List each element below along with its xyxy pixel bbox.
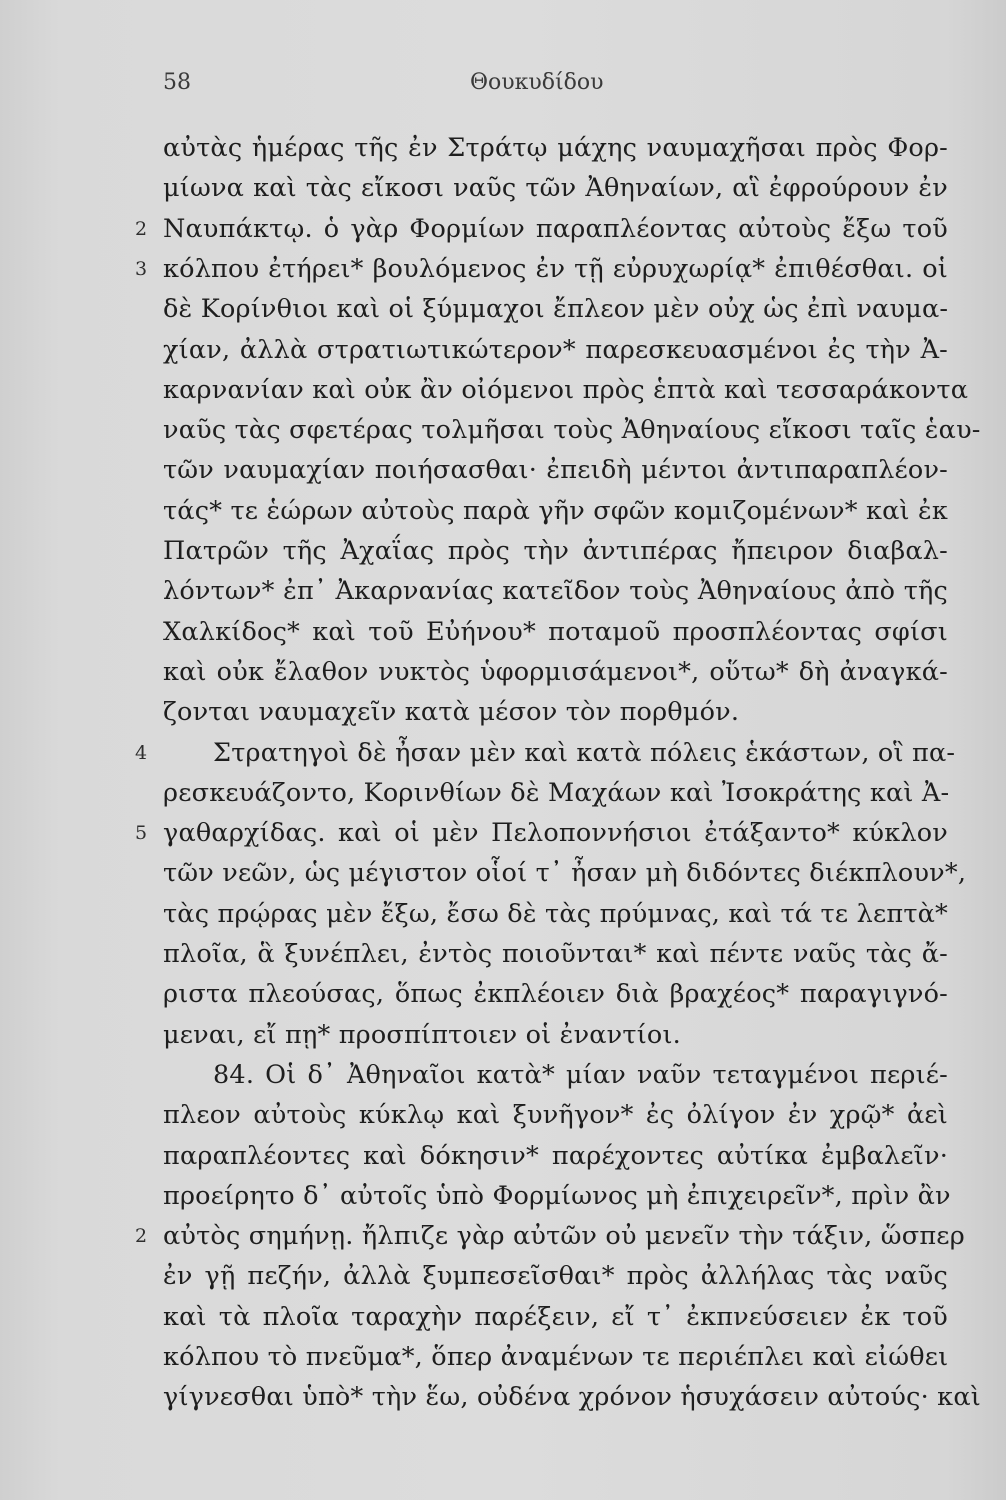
running-title: Θουκυδίδου <box>470 70 604 95</box>
page-header <box>0 70 1006 110</box>
section-margin-number: 2 <box>135 218 148 240</box>
section-margin-number: 5 <box>135 822 148 844</box>
text-line: καὶ οὐκ ἔλαθον νυκτὸς ὑφορμισάμενοι*, οὕτω* δὴ ἀναγκά- <box>163 657 948 687</box>
text-line: καὶ τὰ πλοῖα ταραχὴν παρέξειν, εἴ τ᾽ ἐκπνεύσειεν ἐκ τοῦ <box>163 1302 948 1332</box>
text-line: καρνανίαν καὶ οὐκ ἂν οἰόμενοι πρὸς ἑπτὰ καὶ τεσσαράκοντα <box>163 375 969 405</box>
section-margin-number: 4 <box>135 742 148 764</box>
text-line: κόλπου τὸ πνεῦμα*, ὅπερ ἀναμένων τε περιέπλει καὶ εἰώθει <box>163 1342 949 1372</box>
section-margin-number: 3 <box>135 258 148 280</box>
text-line: γαθαρχίδας. καὶ οἱ μὲν Πελοποννήσιοι ἐτάξαντο* κύκλον <box>163 818 948 848</box>
text-line: ἐν γῇ πεζήν, ἀλλὰ ξυμπεσεῖσθαι* πρὸς ἀλλήλας τὰς ναῦς <box>163 1261 948 1291</box>
text-line: δὲ Κορίνθιοι καὶ οἱ ξύμμαχοι ἔπλεον μὲν οὐχ ὡς ἐπὶ ναυμα- <box>163 294 949 324</box>
text-line: αὐτὸς σημήνῃ. ἤλπιζε γὰρ αὐτῶν οὐ μενεῖν τὴν τάξιν, ὥσπερ <box>163 1221 965 1251</box>
text-line: Χαλκίδος* καὶ τοῦ Εὐήνου* ποταμοῦ προσπλέοντας σφίσι <box>163 617 948 647</box>
page-number: 58 <box>163 70 191 95</box>
text-line: ριστα πλεούσας, ὅπως ἐκπλέοιεν διὰ βραχέος* παραγιγνό- <box>163 979 948 1009</box>
text-line: ζονται ναυμαχεῖν κατὰ μέσον τὸν πορθμόν. <box>163 697 740 727</box>
text-line: τὰς πρῴρας μὲν ἔξω, ἔσω δὲ τὰς πρύμνας, καὶ τά τε λεπτὰ* <box>163 899 948 929</box>
text-line: ναῦς τὰς σφετέρας τολμῆσαι τοὺς Ἀθηναίους εἴκοσι ταῖς ἑαυ- <box>163 415 981 445</box>
text-line: τῶν ναυμαχίαν ποιήσασθαι· ἐπειδὴ μέντοι ἀντιπαραπλέον- <box>163 455 948 485</box>
text-line: κόλπου ἐτήρει* βουλόμενος ἐν τῇ εὐρυχωρίᾳ* ἐπιθέσθαι. οἱ <box>163 254 948 284</box>
text-line: χίαν, ἀλλὰ στρατιωτικώτερον* παρεσκευασμένοι ἐς τὴν Ἀ- <box>163 335 948 365</box>
text-line: Ναυπάκτῳ. ὁ γὰρ Φορμίων παραπλέοντας αὐτοὺς ἔξω τοῦ <box>163 214 948 244</box>
text-line: Πατρῶν τῆς Ἀχαΐας πρὸς τὴν ἀντιπέρας ἤπειρον διαβαλ- <box>163 536 948 566</box>
section-margin-number: 2 <box>135 1225 148 1247</box>
text-line: αὐτὰς ἡμέρας τῆς ἐν Στράτῳ μάχης ναυμαχῆσαι πρὸς Φορ- <box>163 133 948 163</box>
text-line: μεναι, εἴ πῃ* προσπίπτοιεν οἱ ἐναντίοι. <box>163 1020 681 1050</box>
text-line: 84. Οἱ δ᾽ Ἀθηναῖοι κατὰ* μίαν ναῦν τεταγμένοι περιέ- <box>213 1060 948 1090</box>
text-line: λόντων* ἐπ᾽ Ἀκαρνανίας κατεῖδον τοὺς Ἀθηναίους ἀπὸ τῆς <box>163 576 948 606</box>
text-line: ρεσκευάζοντο, Κορινθίων δὲ Μαχάων καὶ Ἰσοκράτης καὶ Ἀ- <box>163 778 950 808</box>
text-line: τάς* τε ἑώρων αὐτοὺς παρὰ γῆν σφῶν κομιζομένων* καὶ ἐκ <box>163 496 949 526</box>
text-line: παραπλέοντες καὶ δόκησιν* παρέχοντες αὐτίκα ἐμβαλεῖν· <box>163 1141 948 1171</box>
text-line: γίγνεσθαι ὑπὸ* τὴν ἕω, οὐδένα χρόνον ἡσυχάσειν αὐτούς· καὶ <box>163 1382 981 1412</box>
text-line: πλοῖα, ἃ ξυνέπλει, ἐντὸς ποιοῦνται* καὶ πέντε ναῦς τὰς ἄ- <box>163 939 948 969</box>
text-line: Στρατηγοὶ δὲ ἦσαν μὲν καὶ κατὰ πόλεις ἑκάστων, οἳ πα- <box>213 738 956 768</box>
text-line: τῶν νεῶν, ὡς μέγιστον οἷοί τ᾽ ἦσαν μὴ διδόντες διέκπλουν*, <box>163 858 967 888</box>
text-line: προείρητο δ᾽ αὐτοῖς ὑπὸ Φορμίωνος μὴ ἐπιχειρεῖν*, πρὶν ἂν <box>163 1181 951 1211</box>
text-line: πλεον αὐτοὺς κύκλῳ καὶ ξυνῆγον* ἐς ὀλίγον ἐν χρῷ* ἀεὶ <box>163 1100 948 1130</box>
text-line: μίωνα καὶ τὰς εἴκοσι ναῦς τῶν Ἀθηναίων, αἳ ἐφρούρουν ἐν <box>163 173 948 203</box>
